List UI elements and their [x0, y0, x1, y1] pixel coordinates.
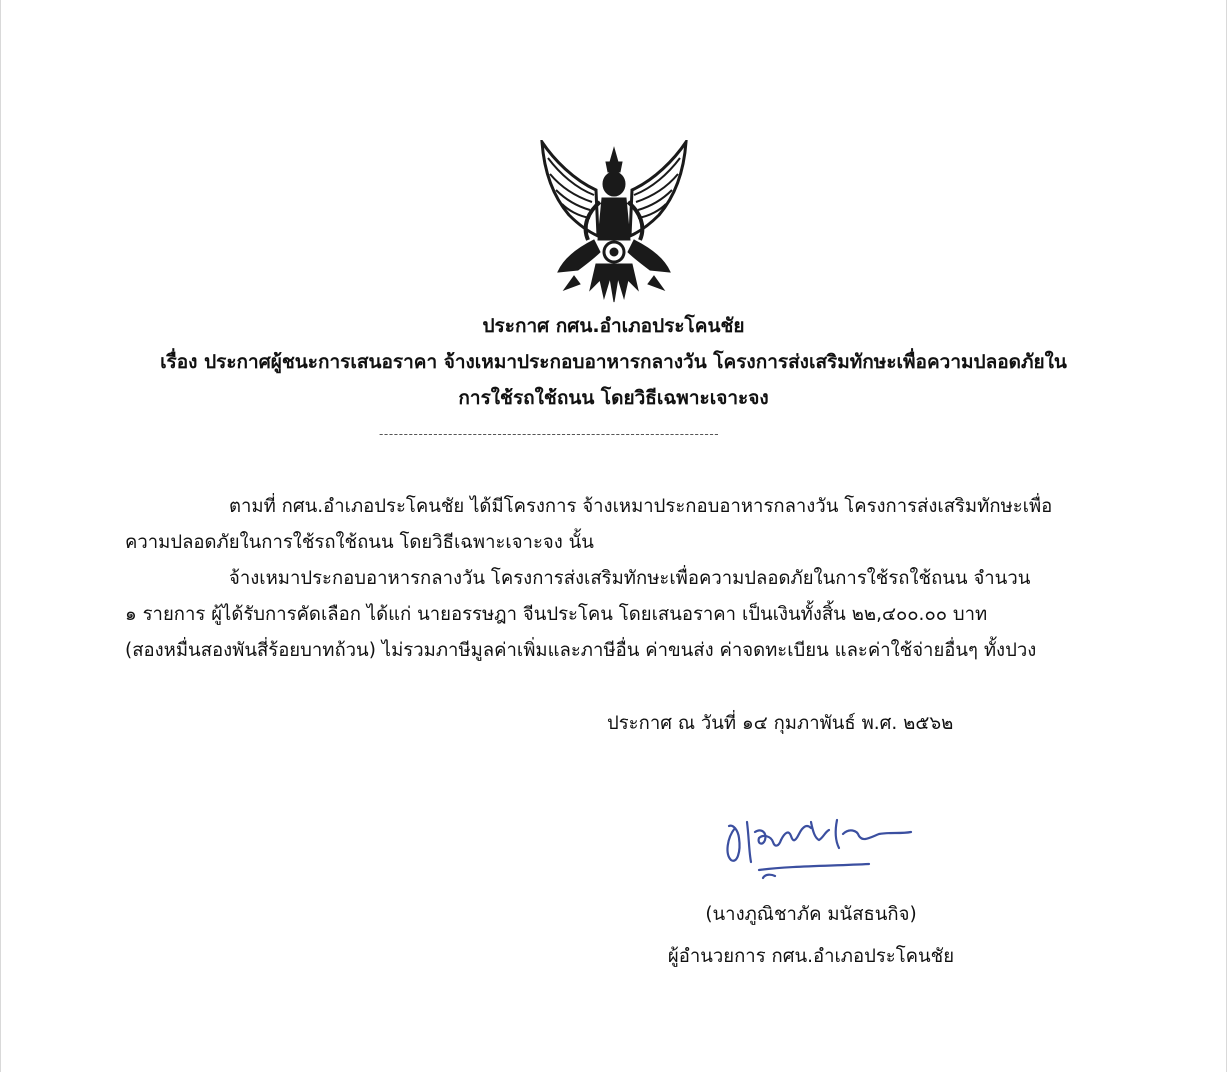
paragraph-2-line-2: ๑ รายการ ผู้ได้รับการคัดเลือก ได้แก่ นายอรรษฎา จีนประโคน โดยเสนอราคา เป็นเงินทั้งสิ้น ๒๒,๔๐๐.๐๐ บาท — [125, 604, 988, 625]
paragraph-2-line-1: จ้างเหมาประกอบอาหารกลางวัน โครงการส่งเสริมทักษะเพื่อความปลอดภัยในการใช้รถใช้ถนน จำนวน — [229, 568, 1031, 589]
signatory-name: (นางภูณิชาภัค มนัสธนกิจ) — [705, 904, 917, 925]
garuda-emblem-icon — [534, 140, 694, 310]
paragraph-1-line-1: ตามที่ กศน.อำเภอประโคนชัย ได้มีโครงการ จ้างเหมาประกอบอาหารกลางวัน โครงการส่งเสริมทักษะเพื่อ — [229, 496, 1053, 517]
paragraph-1-line-2: ความปลอดภัยในการใช้รถใช้ถนน โดยวิธีเฉพาะเจาะจง นั้น — [125, 532, 594, 553]
announcement-title: ประกาศ กศน.อำเภอประโคนชัย — [482, 315, 745, 337]
signatory-position: ผู้อำนวยการ กศน.อำเภอประโคนชัย — [667, 946, 955, 967]
separator-line: --------------------------------------------------------------------- — [379, 427, 720, 441]
subject-line: เรื่อง ประกาศผู้ชนะการเสนอราคา จ้างเหมาประกอบอาหารกลางวัน โครงการส่งเสริมทักษะเพื่อความปลอดภัยใน — [160, 351, 1067, 373]
paragraph-2-line-3: (สองหมื่นสองพันสี่ร้อยบาทถ้วน) ไม่รวมภาษีมูลค่าเพิ่มและภาษีอื่น ค่าขนส่ง ค่าจดทะเบียน และค่าใช้จ่ายอื่นๆ ทั้งปวง — [125, 640, 1037, 661]
handwritten-signature-icon — [719, 808, 919, 888]
announcement-date: ประกาศ ณ วันที่ ๑๔ กุมภาพันธ์ พ.ศ. ๒๕๖๒ — [607, 713, 954, 734]
subject-line-continued: การใช้รถใช้ถนน โดยวิธีเฉพาะเจาะจง — [458, 387, 769, 409]
